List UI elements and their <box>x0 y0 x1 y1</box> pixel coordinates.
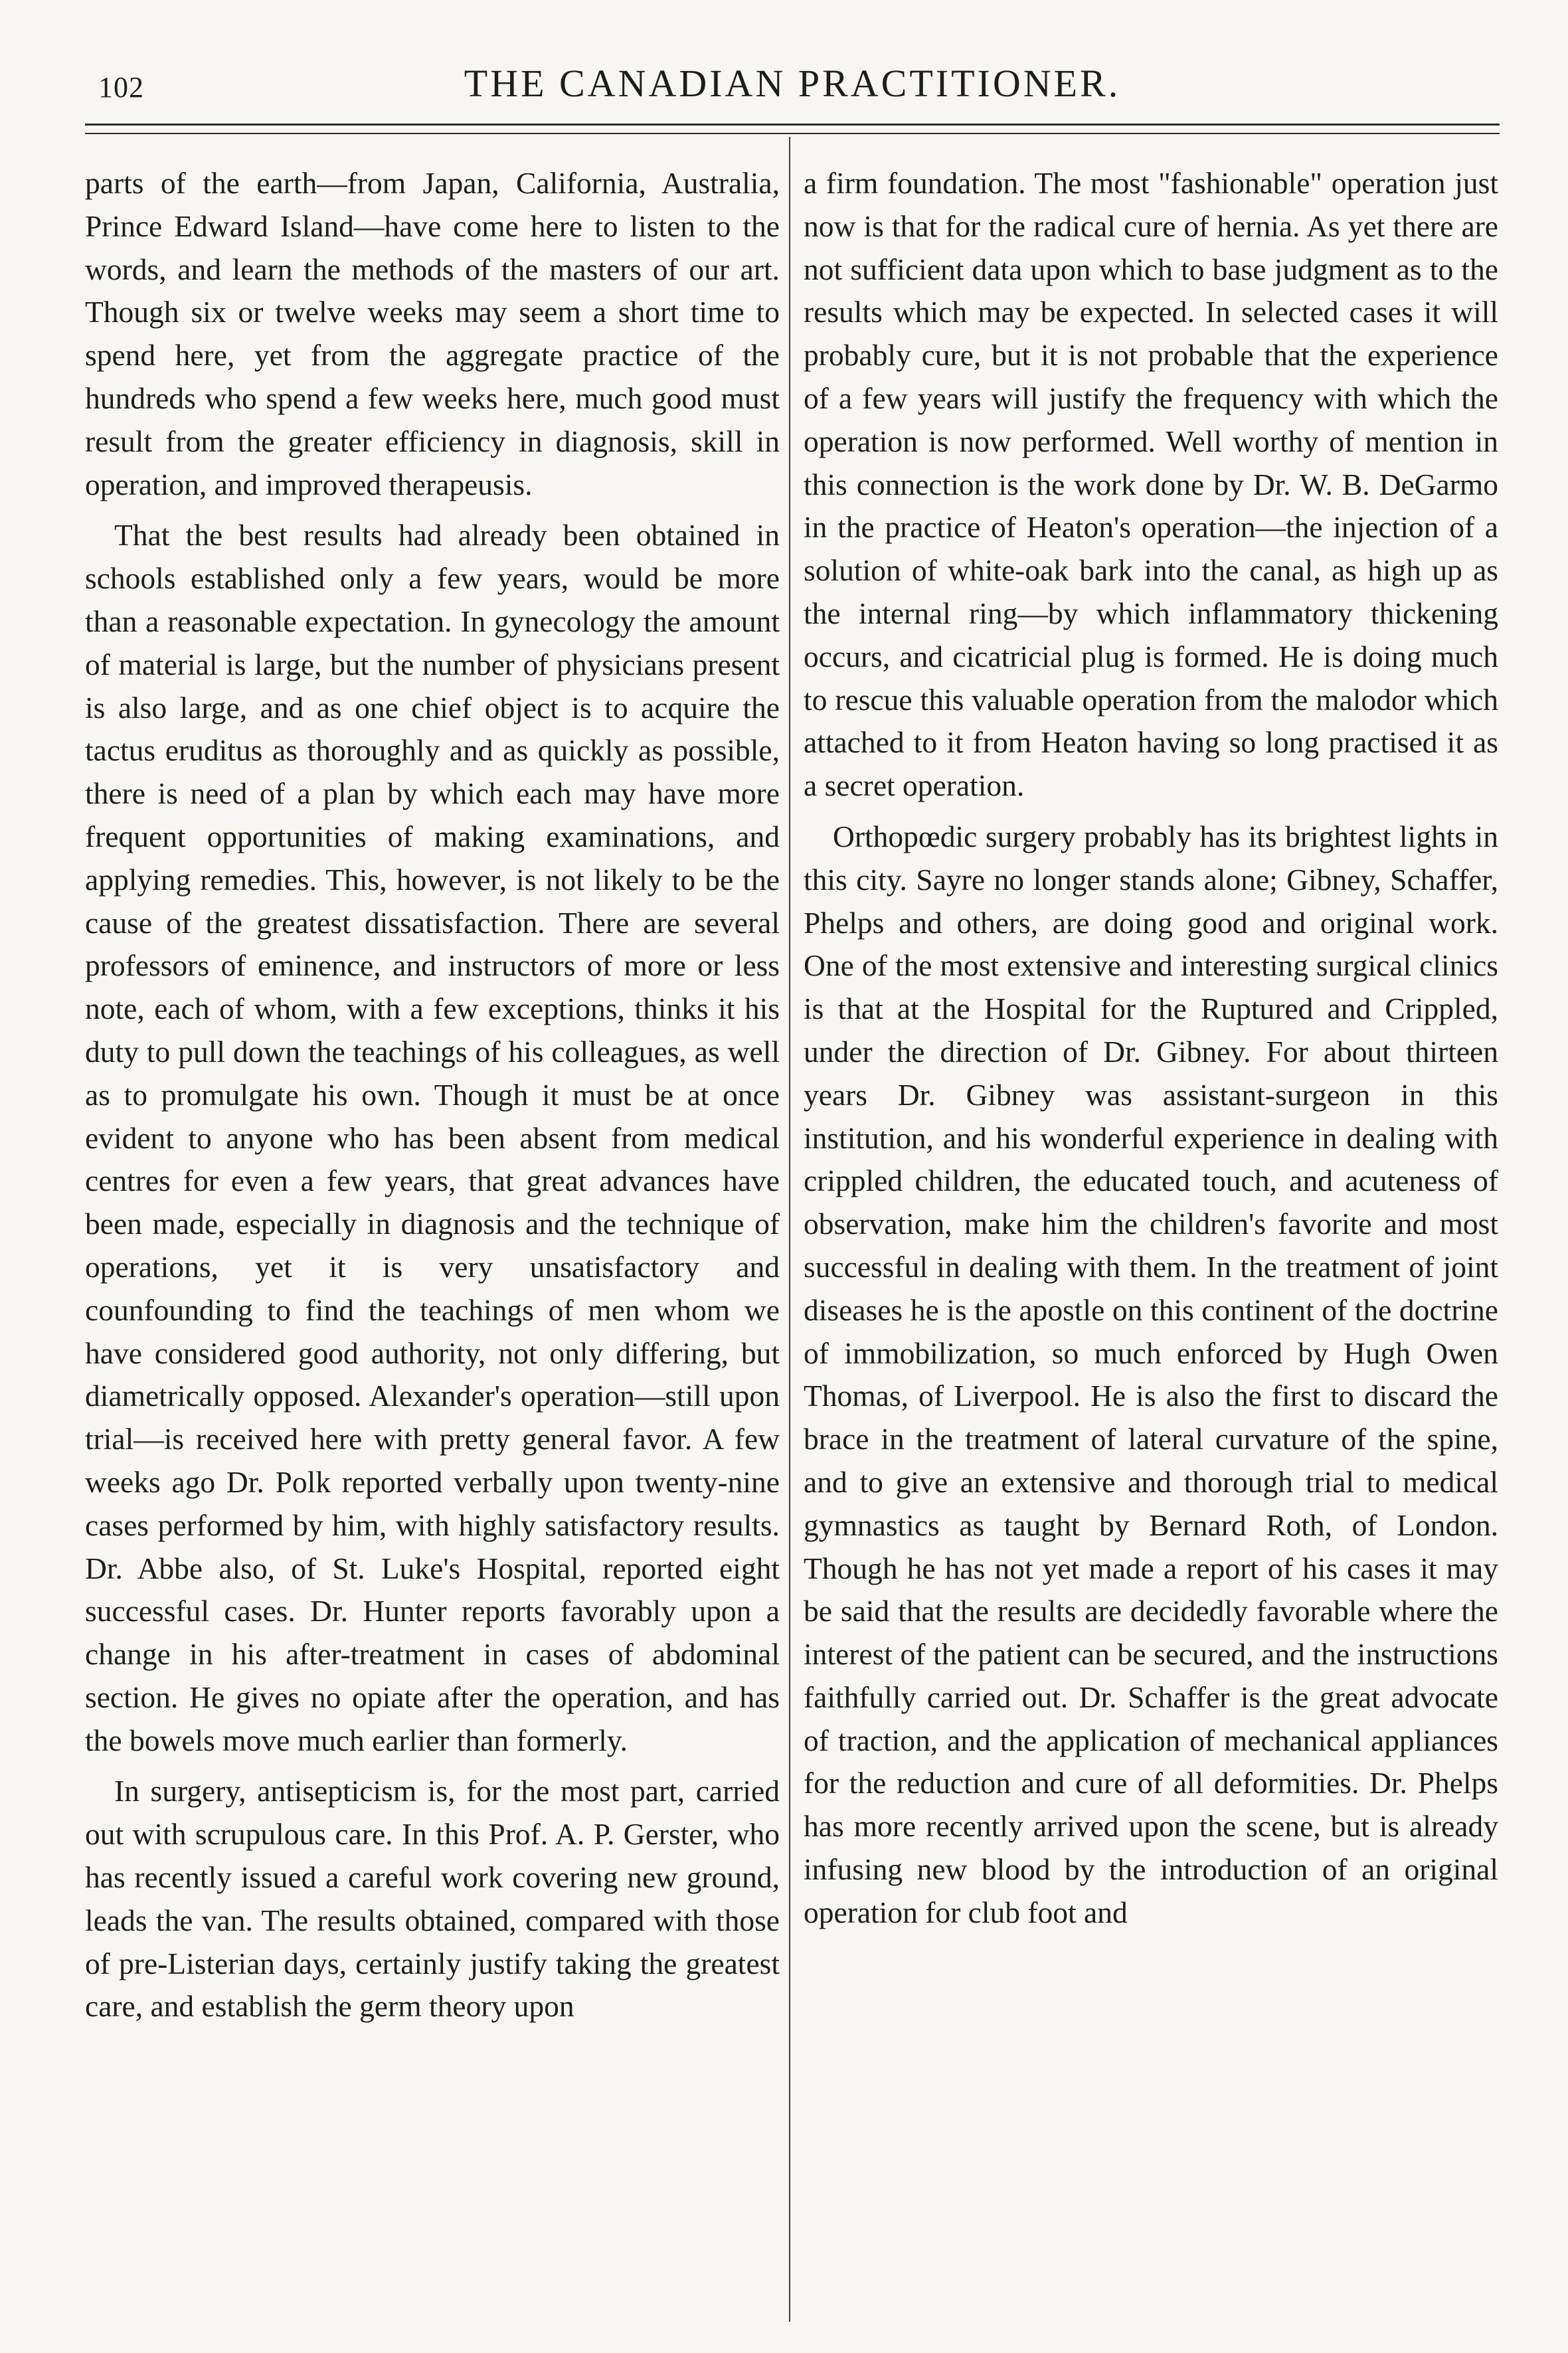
header-rule <box>85 124 1500 126</box>
paragraph: That the best results had already been obtained in schools established only a few years, would be more than a reasonable expectation. In gynecology the amount of material is large, but the number of physicians present is also large, and as one chief object is to acquire the tactus eruditus as thoroughly and as quickly as possible, there is need of a plan by which each may have more frequent opportunities of making examinations, and applying remedies. This, however, is not likely to be the cause of the greatest dissatisfaction. There are several professors of eminence, and instructors of more or less note, each of whom, with a few exceptions, thinks it his duty to pull down the teachings of his colleagues, as well as to promulgate his own. Though it must be at once evident to anyone who has been absent from medical centres for even a few years, that great advances have been made, especially in diagnosis and the technique of operations, yet it is very unsatisfactory and counfounding to find the teachings of men whom we have considered good authority, not only differing, but diametrically opposed. Alexander's operation—still upon trial—is received here with pretty general favor. A few weeks ago Dr. Polk reported verbally upon twenty-nine cases performed by him, with highly satisfactory results. Dr. Abbe also, of St. Luke's Hospital, reported eight successful cases. Dr. Hunter reports favorably upon a change in his after-treatment in cases of abdominal section. He gives no opiate after the operation, and has the bowels move much earlier than formerly. <box>85 518 780 1757</box>
journal-title: THE CANADIAN PRACTITIONER. <box>464 62 1121 105</box>
paragraph: In surgery, antisepticism is, for the most part, carried out with scrupulous care. In this Prof. A. P. Gerster, who has recently issued a careful work covering new ground, leads the van. The results obtained, compared with those of pre-Listerian days, certainly justify taking the greatest care, and establish the germ theory upon <box>85 1774 780 2024</box>
right-column <box>804 162 1498 1935</box>
header-rule-secondary <box>85 133 1500 134</box>
paragraph: parts of the earth—from Japan, California, Australia, Prince Edward Island—have come here to listen to the words, and learn the methods of the masters of our art. Though six or twelve weeks may seem a short time to spend here, yet from the aggregate practice of the hundreds who spend a few weeks here, much good must result from the greater efficiency in diagnosis, skill in operation, and improved therapeusis. <box>85 166 780 501</box>
column-divider <box>789 137 790 2322</box>
running-head <box>85 61 1500 114</box>
paragraph: a firm foundation. The most "fashionable" operation just now is that for the radical cure of hernia. As yet there are not sufficient data upon which to base judgment as to the results which may be expected. In selected cases it will probably cure, but it is not probable that the experience of a few years will justify the frequency with which the operation is now performed. Well worthy of mention in this connection is the work done by Dr. W. B. DeGarmo in the practice of Heaton's operation—the injection of a solution of white-oak bark into the canal, as high up as the internal ring—by which inflammatory thickening occurs, and cicatricial plug is formed. He is doing much to rescue this valuable operation from the malodor which attached to it from Heaton having so long practised it as a secret operation. <box>804 166 1498 803</box>
paragraph: Orthopœdic surgery probably has its brightest lights in this city. Sayre no longer stands alone; Gibney, Schaffer, Phelps and others, are doing good and original work. One of the most extensive and interesting surgical clinics is that at the Hospital for the Ruptured and Crippled, under the direction of Dr. Gibney. For about thirteen years Dr. Gibney was assistant-surgeon in this institution, and his wonderful experience in dealing with crippled children, the educated touch, and acuteness of observation, make him the children's favorite and most successful in dealing with them. In the treatment of joint diseases he is the apostle on this continent of the doctrine of immobilization, so much enforced by Hugh Owen Thomas, of Liverpool. He is also the first to discard the brace in the treatment of lateral curvature of the spine, and to give an extensive and thorough trial to medical gymnastics as taught by Bernard Roth, of London. Though he has not yet made a report of his cases it may be said that the results are decidedly favorable where the interest of the patient can be secured, and the instructions faithfully carried out. Dr. Schaffer is the great advocate of traction, and the application of mechanical appliances for the reduction and cure of all deformities. Dr. Phelps has more recently arrived upon the scene, but is already infusing new blood by the introduction of an original operation for club foot and <box>804 819 1498 1929</box>
page-number: 102 <box>98 71 144 104</box>
left-column <box>85 162 780 2028</box>
